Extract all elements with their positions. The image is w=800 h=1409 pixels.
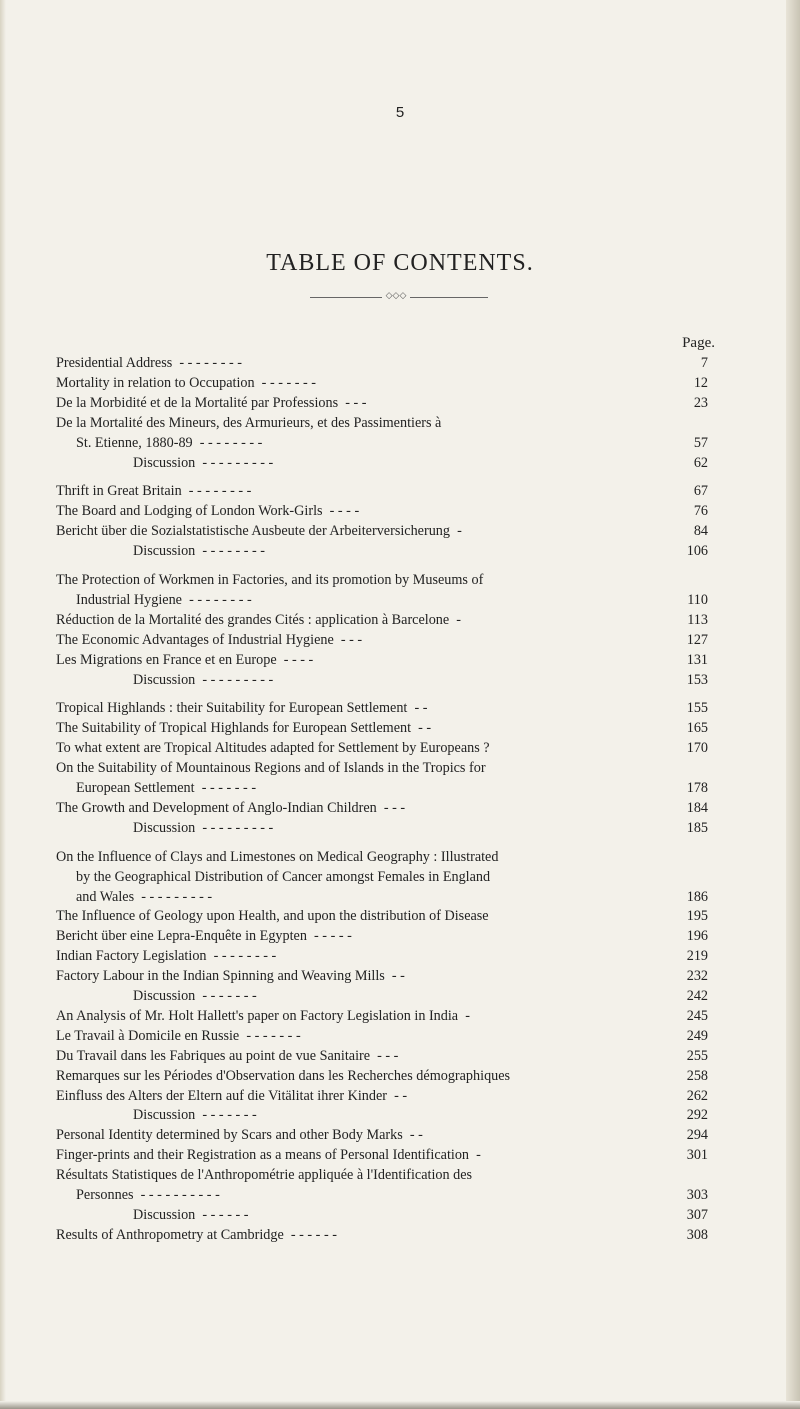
toc-leader-dashes: - - - - [276,651,314,668]
toc-page-number: 294 [686,1127,708,1144]
toc-entry [56,414,441,433]
toc-leader-dashes: - [469,1147,481,1164]
toc-page-number: 113 [687,611,708,628]
toc-entry-title: Les Migrations en France et en Europe [56,651,277,668]
title-ornament: ◇◇◇ [310,296,488,300]
toc-leader-dashes: - - - - - [306,928,352,945]
toc-page-number: 23 [693,394,708,411]
toc-entry-title: Mortality in relation to Occupation [56,374,255,391]
toc-entry-title: and Wales [76,888,135,905]
toc-leader-dashes: - - - - - - - - - [195,454,274,471]
toc-entry [56,1166,472,1185]
toc-leader-dashes: - - - - - - - - - - [133,1187,220,1203]
toc-leader-dashes: - - - - - - [195,1206,249,1223]
toc-entry [133,542,265,561]
toc-entry [56,374,316,393]
toc-entry-title: Industrial Hygiene [76,591,182,608]
toc-page-number: 165 [686,720,708,737]
toc-entry-title: Presidential Address [56,355,173,371]
toc-entry-title: Personal Identity determined by Scars and other Body Marks [56,1127,403,1144]
page-column-heading: Page. [682,335,715,351]
toc-entry-title: Discussion [133,454,196,471]
page-number: 5 [395,104,405,121]
toc-page-number: 76 [693,503,708,520]
toc-leader-dashes: - - - - - - - [254,374,317,391]
toc-leader-dashes: - [449,523,462,540]
toc-leader-dashes: - - - - - - - - [181,483,252,500]
toc-entry [56,611,461,630]
toc-entry-title: Discussion [133,671,196,688]
toc-page-number: 292 [686,1107,708,1124]
toc-entry [76,888,212,907]
toc-entry [56,1146,481,1165]
toc-entry [56,354,242,373]
toc-leader-dashes: - - - [338,394,367,411]
toc-page-number: 62 [693,454,708,471]
toc-entry-title: Factory Labour in the Indian Spinning and Weaving Mills [56,968,385,985]
table-of-contents [0,354,800,1384]
toc-leader-dashes: - - - - - - - - - [195,819,274,836]
toc-entry-title: De la Mortalité des Mineurs, des Armurieurs, et des Passimentiers à [56,414,442,431]
toc-entry [56,571,483,590]
toc-entry [76,868,490,887]
toc-entry [56,1226,337,1245]
toc-page-number: 308 [686,1226,708,1243]
toc-entry [56,907,489,926]
toc-page-number: 110 [687,591,708,608]
toc-page-number: 155 [686,700,708,717]
toc-page-number: 12 [693,374,708,391]
toc-entry-title: Thrift in Great Britain [56,483,182,500]
toc-entry [133,1206,248,1225]
toc-entry [56,719,431,738]
toc-page-number: 186 [686,888,708,905]
toc-leader-dashes: - - - - - - - - [181,591,252,608]
toc-entry [56,1126,423,1145]
toc-page-number: 232 [686,968,708,985]
toc-leader-dashes: - - [387,1087,408,1104]
toc-entry-title: Du Travail dans les Fabriques au point de vue Sanitaire [56,1047,371,1064]
toc-entry [76,779,256,798]
toc-leader-dashes: - - - - - - - [195,988,257,1004]
toc-entry-title: Discussion [133,543,196,560]
toc-entry [56,739,490,758]
toc-entry-title: The Suitability of Tropical Highlands for European Settlement [56,720,412,737]
toc-page-number: 153 [686,671,708,688]
toc-page-number: 106 [686,543,708,560]
toc-page-number: 301 [686,1147,708,1164]
toc-entry-title: Tropical Highlands : their Suitability for European Settlement [56,700,408,717]
toc-page-number: 57 [693,434,708,451]
toc-entry-title: Finger-prints and their Registration as a means of Personal Identification [56,1147,470,1164]
toc-entry [133,819,273,838]
toc-page-number: 242 [686,988,708,1004]
toc-entry [56,967,405,986]
toc-entry [56,1027,301,1046]
toc-entry [133,671,273,690]
toc-page-number: 219 [686,948,708,965]
toc-entry [56,759,486,778]
toc-leader-dashes: - - - - - - - [194,780,257,796]
toc-entry [56,651,313,670]
toc-entry-title: Résultats Statistiques de l'Anthropométrie appliquée à l'Identification des [56,1167,473,1184]
toc-entry [76,591,252,610]
toc-entry-title: Bericht über die Sozialstatistische Ausbeute der Arbeiterversicherung [56,523,450,540]
toc-page-number: 258 [686,1067,708,1084]
toc-entry [133,454,273,473]
toc-leader-dashes: - - [407,700,428,717]
toc-entry [56,1087,407,1106]
toc-entry-title: Le Travail à Domicile en Russie [56,1027,240,1044]
toc-entry-title: by the Geographical Distribution of Cancer amongst Females in England [76,868,491,885]
toc-entry [133,987,257,1006]
toc-leader-dashes: - - - [370,1047,399,1064]
toc-entry-title: De la Morbidité et de la Mortalité par Professions [56,394,339,411]
toc-page-number: 7 [700,355,708,371]
toc-entry [56,947,276,966]
toc-page-number: 178 [686,780,708,796]
toc-entry [56,848,498,867]
toc-page-number: 170 [686,740,708,757]
document-title: TABLE OF CONTENTS. [266,250,534,276]
toc-entry [56,482,251,501]
toc-entry-title: The Protection of Workmen in Factories, and its promotion by Museums of [56,572,484,588]
toc-entry-title: The Growth and Development of Anglo-Indian Children [56,799,377,816]
toc-leader-dashes: - - - [376,799,406,816]
toc-leader-dashes: - - - - - - - [239,1027,301,1044]
toc-entry-title: The Board and Lodging of London Work-Girls [56,503,323,520]
toc-leader-dashes: - - - - [322,503,360,520]
toc-entry-title: Einfluss des Alters der Eltern auf die Vitälitat ihrer Kinder [56,1087,388,1104]
toc-leader-dashes: - - [384,968,405,985]
toc-entry-title: Réduction de la Mortalité des grandes Cités : application à Barcelone [56,611,450,628]
toc-entry-title: To what extent are Tropical Altitudes adapted for Settlement by Europeans ? [56,740,490,757]
toc-entry [56,799,405,818]
toc-leader-dashes: - - - - - - - [195,1107,257,1124]
toc-leader-dashes: - - - - - - - - [206,948,277,965]
toc-entry [56,1007,470,1026]
toc-entry-title: Discussion [133,1206,196,1223]
toc-entry [56,502,359,521]
toc-leader-dashes: - - - - - - - - [192,434,263,451]
toc-page-number: 127 [686,631,708,648]
toc-leader-dashes: - - - - - - - - [195,543,265,560]
toc-leader-dashes: - - [402,1127,423,1144]
toc-entry [56,631,362,650]
toc-entry [76,1186,220,1205]
toc-entry-title: On the Influence of Clays and Limestones on Medical Geography : Illustrated [56,848,499,865]
toc-page-number: 131 [686,651,708,668]
toc-page-number: 184 [686,799,708,816]
toc-entry [133,1106,257,1125]
toc-entry [76,434,262,453]
toc-entry-title: An Analysis of Mr. Holt Hallett's paper on Factory Legislation in India [56,1007,459,1024]
toc-entry-title: Results of Anthropometry at Cambridge [56,1226,284,1243]
toc-page-number: 245 [686,1007,708,1024]
toc-leader-dashes: - - - - - - - - - [134,888,213,905]
toc-entry [56,1047,398,1066]
toc-entry-title: St. Etienne, 1880-89 [76,434,193,451]
toc-page-number: 196 [686,928,708,945]
toc-page-number: 262 [686,1087,708,1104]
toc-page-number: 255 [686,1047,708,1064]
toc-leader-dashes: - - - [333,631,363,648]
toc-leader-dashes: - [449,611,462,628]
toc-entry [56,522,462,541]
toc-entry [56,927,352,946]
toc-page-number: 249 [686,1027,708,1044]
toc-entry [56,1067,510,1086]
toc-entry-title: Bericht über eine Lepra-Enquête in Egypten [56,928,307,945]
toc-leader-dashes: - - [411,720,432,737]
toc-entry [56,699,427,718]
toc-entry-title: Discussion [133,988,196,1004]
toc-leader-dashes: - - - - - - - - [172,355,242,371]
toc-leader-dashes: - [458,1007,470,1024]
toc-page-number: 307 [686,1206,708,1223]
toc-page-number: 195 [686,908,708,925]
toc-entry-title: Remarques sur les Périodes d'Observation dans les Recherches démographiques [56,1067,511,1084]
toc-leader-dashes: - - - - - - - - - [195,671,274,688]
toc-page-number: 67 [693,483,708,500]
toc-entry-title: On the Suitability of Mountainous Regions and of Islands in the Tropics for [56,760,486,777]
toc-entry-title: Personnes [76,1187,134,1203]
toc-entry-title: The Influence of Geology upon Health, and upon the distribution of Disease [56,908,489,925]
toc-entry-title: European Settlement [76,780,195,796]
toc-page-number: 84 [693,523,708,540]
toc-page-number: 185 [686,819,708,836]
page-bottom-edge [0,1401,800,1409]
toc-page-number: 303 [686,1187,708,1203]
toc-leader-dashes: - - - - - - [283,1226,337,1243]
toc-entry-title: The Economic Advantages of Industrial Hygiene [56,631,334,648]
toc-entry [56,394,366,413]
toc-entry-title: Indian Factory Legislation [56,948,207,965]
toc-entry-title: Discussion [133,819,196,836]
toc-entry-title: Discussion [133,1107,196,1124]
